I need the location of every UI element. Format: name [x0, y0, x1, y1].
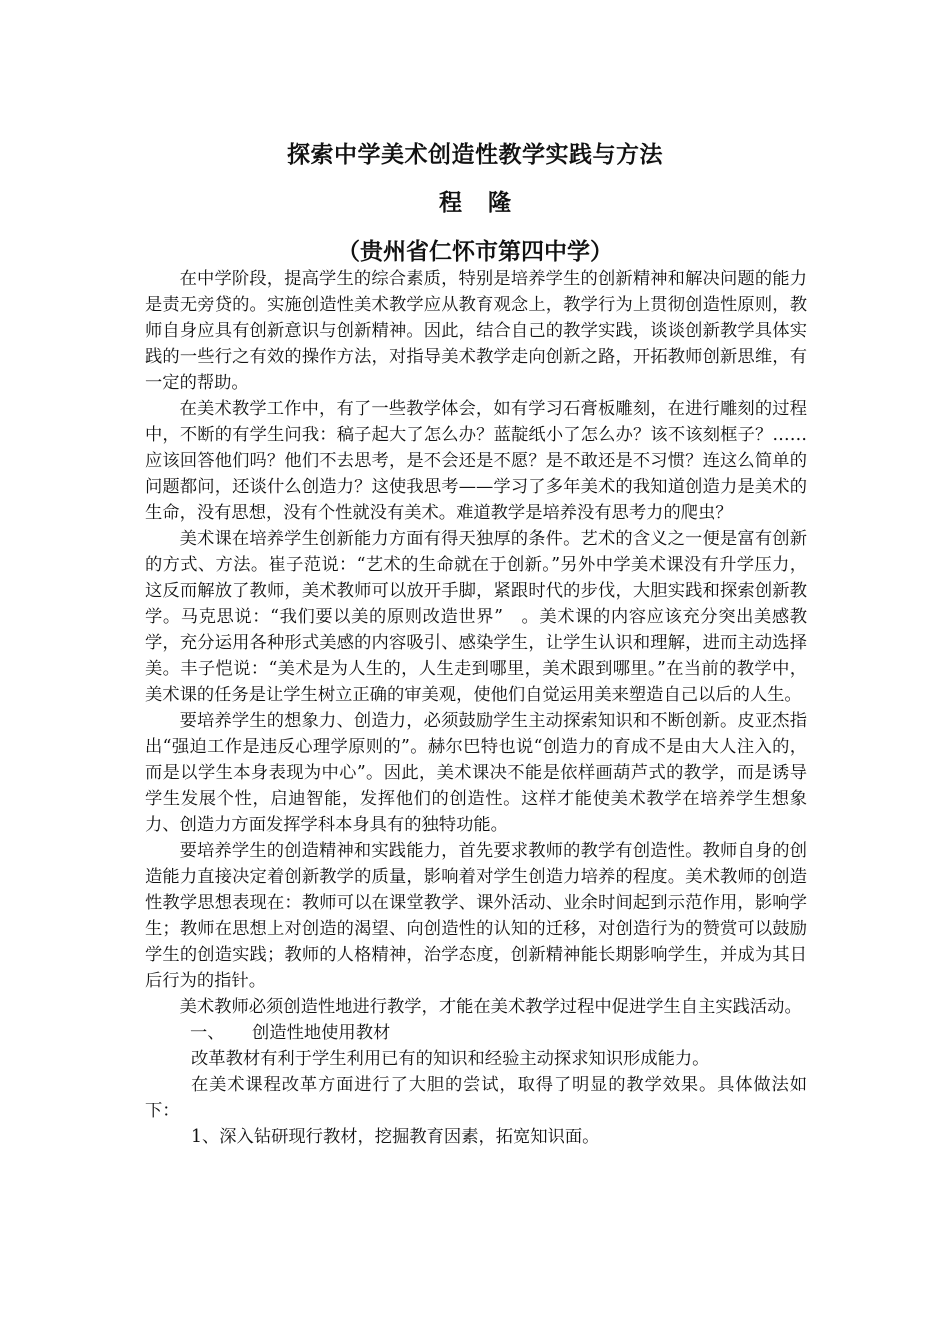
paragraph: 要培养学生的想象力、创造力，必须鼓励学生主动探索知识和不断创新。皮亚杰指出“强迫工作是违反心理学原则的”。赫尔巴特也说“创造力的育成不是由大人注入的，而是以学生本身表现为中心”。因此，美术课决不能是依样画葫芦式的教学，而是诱导学生发展个性，启迪智能，发挥他们的创造性。这样才能使美术教学在培养学生想象力、创造力方面发挥学科本身具有的独特功能。 [145, 711, 807, 835]
paragraph: 美术课在培养学生创新能力方面有得天独厚的条件。艺术的含义之一便是富有创新的方式、方法。崔子范说：“艺术的生命就在于创新。”另外中学美术课没有升学压力，这反而解放了教师，美术教师可以放开手脚，紧跟时代的步伐，大胆实践和探索创新教学。马克思说：“我们要以美的原则改造世界” 。美术课的内容应该充分突出美感教学，充分运用各种形式美感的内容吸引、感染学生，让学生认识和理解，进而主动选择美。丰子恺说：“美术是为人生的，人生走到哪里，美术跟到哪里。”在当前的教学中，美术课的任务是让学生树立正确的审美观，使他们自觉运用美来塑造自己以后的人生。 [145, 529, 807, 705]
paragraph: 美术教师必须创造性地进行教学，才能在美术教学过程中促进学生自主实践活动。 [179, 997, 802, 1017]
author-name: 程隆 [439, 190, 537, 216]
paragraph: 在美术课程改革方面进行了大胆的尝试，取得了明显的教学效果。具体做法如下： [145, 1075, 807, 1121]
author-affiliation: （贵州省仁怀市第四中学） [337, 239, 613, 265]
section-heading [145, 1020, 807, 1046]
paragraph: 在中学阶段，提高学生的综合素质，特别是培养学生的创新精神和解决问题的能力是责无旁贷的。实施创造性美术教学应从教育观念上，教学行为上贯彻创造性原则，教师自身应具有创新意识与创新精神。因此，结合自己的教学实践，谈谈创新教学具体实践的一些行之有效的操作方法，对指导美术教学走向创新之路，开拓教师创新思维，有一定的帮助。 [145, 269, 807, 393]
section-title: 创造性地使用教材 [252, 1023, 391, 1043]
list-item: 1、深入钻研现行教材，挖掘教育因素，拓宽知识面。 [191, 1127, 600, 1147]
document-title: 探索中学美术创造性教学实践与方法 [287, 142, 663, 168]
paragraph: 改革教材有利于学生利用已有的知识和经验主动探求知识形成能力。 [191, 1049, 710, 1069]
section-number: 一、 [190, 1023, 225, 1043]
paragraph: 要培养学生的创造精神和实践能力，首先要求教师的教学有创造性。教师自身的创造能力直接决定着创新教学的质量，影响着对学生创造力培养的程度。美术教师的创造性教学思想表现在：教师可以在课堂教学、课外活动、业余时间起到示范作用，影响学生；教师在思想上对创造的渴望、向创造性的认知的迁移，对创造行为的赞赏可以鼓励学生的创造实践；教师的人格精神，治学态度，创新精神能长期影响学生，并成为其日后行为的指针。 [145, 841, 807, 991]
document-body [145, 266, 807, 1150]
paragraph: 在美术教学工作中，有了一些教学体会，如有学习石膏板雕刻，在进行雕刻的过程中，不断的有学生问我：稿子起大了怎么办？蓝靛纸小了怎么办？该不该刻框子？……应该回答他们吗？他们不去思考，是不会还是不愿？是不敢还是不习惯？连这么简单的问题都问，还谈什么创造力？这使我思考——学习了多年美术的我知道创造力是美术的生命，没有思想，没有个性就没有美术。难道教学是培养没有思考力的爬虫？ [145, 399, 807, 523]
